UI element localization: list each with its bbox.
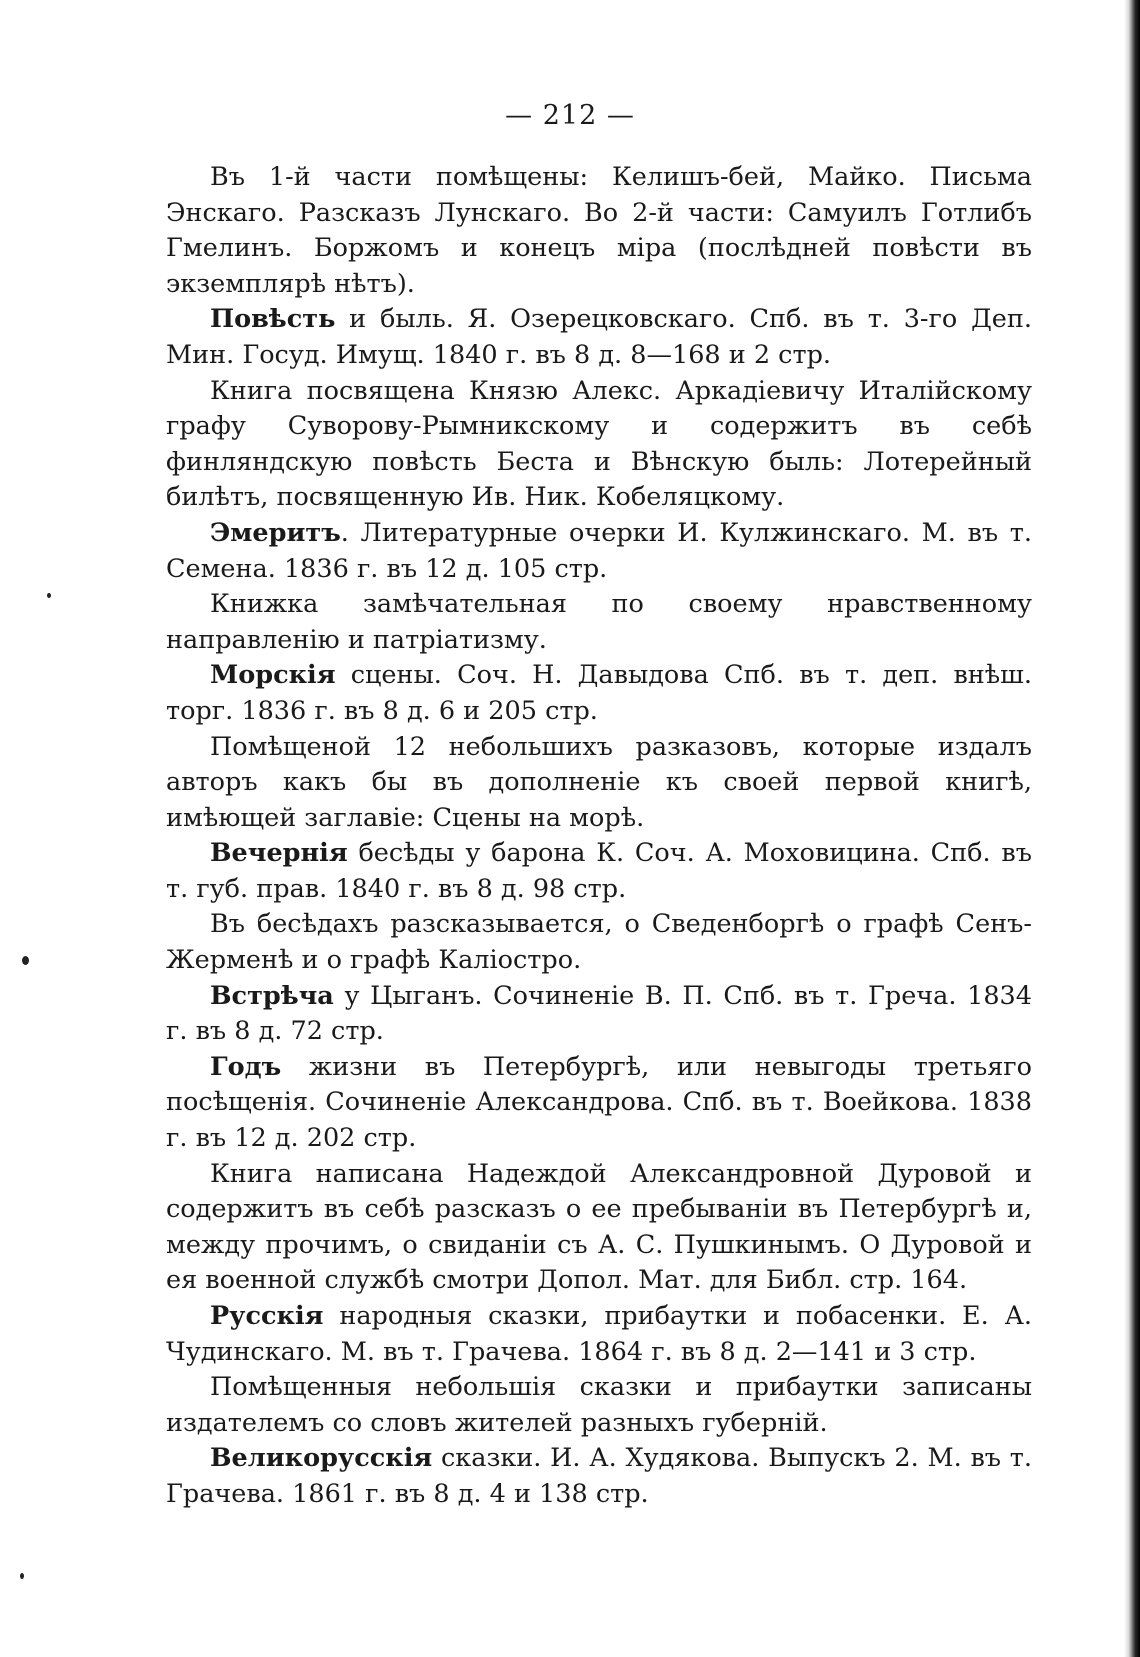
entry-text: Книга посвящена Князю Алекс. Аркадіевичу Италійскому графу Суворову-Рымникскому и содержитъ въ себѣ финляндскую повѣсть Беста и Вѣнскую быль: Лотерейный билѣтъ, посвященную Ив. Ник. Кобеляцкому.	[166, 375, 1032, 513]
entry-text: . Литературные очерки И. Кулжинскаго. М. въ т. Семена. 1836 г. въ 12 д. 105 стр.	[166, 517, 1032, 584]
scan-speck	[47, 593, 51, 598]
entry-title: Великорусскія	[210, 1443, 433, 1474]
entry-text: Книжка замѣчательная по своему нравственному направленію и патріатизму.	[166, 589, 1032, 655]
entry-11	[166, 1050, 1032, 1157]
entry-text: Въ 1-й части помѣщены: Келишъ-бей, Майко. Письма Энскаго. Разсказъ Лунскаго. Во 2-й части: Самуилъ Готлибъ Гмелинъ. Боржомъ и конецъ міра (послѣдней повѣсти въ экземплярѣ нѣтъ).	[166, 162, 1032, 299]
entry-title: Русскія	[210, 1301, 324, 1331]
entry-text: Въ бесѣдахъ разсказывается, о Сведенборгѣ о графѣ Сенъ-Жерменѣ и о графѣ Каліостро.	[166, 909, 1032, 976]
entry-title: Встрѣча	[210, 980, 334, 1011]
entry-text: сказки. И. А. Худякова. Выпускъ 2. М. въ т. Грачева. 1861 г. въ 8 д. 4 и 138 стр.	[166, 1443, 1032, 1509]
entry-8	[166, 836, 1032, 907]
entry-text: и быль. Я. Озерецковскаго. Спб. въ т. 3-го Деп. Мин. Госуд. Имущ. 1840 г. въ 8 д. 8—168 и 2 стр.	[166, 304, 1032, 370]
entry-7	[166, 730, 1032, 837]
entry-9	[166, 907, 1032, 978]
scan-speck	[22, 956, 29, 965]
page-number: — 212 —	[505, 100, 635, 131]
entry-text: Помѣщенныя небольшія сказки и прибаутки записаны издателемъ со словъ жителей разныхъ губерній.	[166, 1372, 1032, 1438]
entry-title: Повѣсть	[210, 304, 336, 335]
entry-text: бесѣды у барона К. Соч. А. Моховицина. Спб. въ т. губ. прав. 1840 г. въ 8 д. 98 стр.	[166, 838, 1032, 904]
entry-text: Помѣщеной 12 небольшихъ разказовъ, которые издалъ авторъ какъ бы въ дополненіе къ своей первой книгѣ, имѣющей заглавіе: Сцены на морѣ.	[166, 731, 1032, 833]
entry-text: Книга написана Надеждой Александровной Дуровой и содержитъ въ себѣ разсказъ о ее пребываніи въ Петербургѣ и, между прочимъ, о свиданіи съ А. С. Пушкинымъ. О Дуровой и ея военной службѣ смотри Допол. Мат. для Библ. стр. 164.	[166, 1158, 1032, 1296]
entry-13	[166, 1299, 1032, 1370]
entry-text: сцены. Соч. Н. Давыдова Спб. въ т. деп. внѣш. торг. 1836 г. въ 8 д. 6 и 205 стр.	[166, 660, 1032, 726]
entry-title: Годъ	[210, 1051, 282, 1082]
entry-text: народныя сказки, прибаутки и побасенки. Е. А. Чудинскаго. М. въ т. Грачева. 1864 г. въ 8 д. 2—141 и 3 стр.	[166, 1301, 1032, 1367]
scan-edge-shadow	[1124, 0, 1140, 1657]
entry-title: Эмеритъ	[210, 517, 341, 548]
entry-15	[166, 1441, 1032, 1512]
entry-2	[166, 302, 1032, 373]
entry-4	[166, 516, 1032, 587]
entry-12	[166, 1157, 1032, 1299]
entry-title: Вечернія	[210, 838, 348, 869]
entry-10	[166, 979, 1032, 1050]
scan-speck	[20, 1573, 24, 1579]
entry-1	[166, 160, 1032, 302]
text-body	[166, 160, 1032, 1513]
entry-5	[166, 587, 1032, 658]
entry-text: жизни въ Петербургѣ, или невыгоды третьяго посѣщенія. Сочиненіе Александрова. Спб. въ т. Воейкова. 1838 г. въ 12 д. 202 стр.	[166, 1051, 1032, 1154]
entry-title: Морскія	[210, 660, 336, 691]
entry-14	[166, 1370, 1032, 1441]
entry-6	[166, 658, 1032, 729]
entry-3	[166, 374, 1032, 516]
entry-text: у Цыганъ. Сочиненіе В. П. Спб. въ т. Греча. 1834 г. въ 8 д. 72 стр.	[166, 980, 1032, 1047]
